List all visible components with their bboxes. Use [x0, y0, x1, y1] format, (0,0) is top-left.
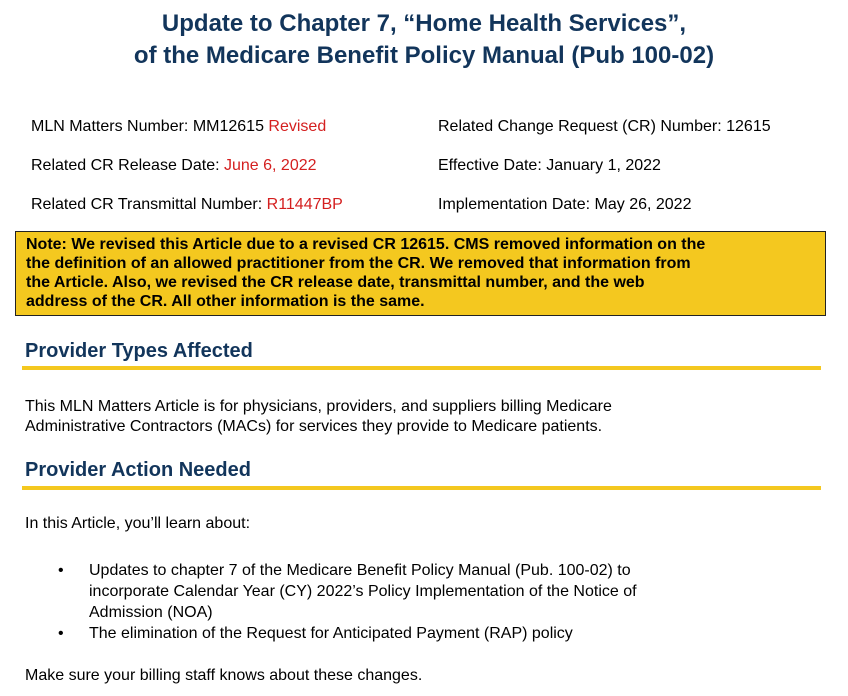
section-divider [22, 366, 821, 370]
section-heading-provider-action: Provider Action Needed [25, 459, 251, 481]
title-line-1: Update to Chapter 7, “Home Health Services”, [161, 10, 687, 37]
section-heading-provider-types: Provider Types Affected [25, 340, 253, 362]
note-line: the definition of an allowed practitioner from the CR. We removed that information from [26, 255, 691, 272]
note-line: the Article. Also, we revised the CR release date, transmittal number, and the web [26, 274, 645, 291]
change-request-number: Related Change Request (CR) Number: 12615 [438, 118, 771, 135]
implementation-date: Implementation Date: May 26, 2022 [438, 196, 692, 213]
learn-about-list [40, 560, 789, 644]
title-line-2: of the Medicare Benefit Policy Manual (Pub 100-02) [133, 42, 715, 69]
note-line: Note: We revised this Article due to a revised CR 12615. CMS removed information on the [26, 236, 706, 253]
closing-statement: Make sure your billing staff knows about these changes. [25, 667, 423, 684]
section-divider [22, 486, 821, 490]
mln-matters-number: MLN Matters Number: MM12615 Revised [31, 118, 327, 135]
document-title [0, 8, 848, 72]
revised-badge: Revised [268, 118, 327, 135]
provider-types-paragraph: This MLN Matters Article is for physicians, providers, and suppliers billing Medicare Administrative Contractors (MACs) for services they provide to Medicare patients. [25, 398, 612, 435]
list-item: • Updates to chapter 7 of the Medicare Benefit Policy Manual (Pub. 100-02) to incorporate Calendar Year (CY) 2022’s Policy Implementation of the Notice of Admission (NOA) [58, 562, 637, 621]
revision-note-box [15, 231, 826, 316]
cr-release-date: Related CR Release Date: June 6, 2022 [31, 157, 317, 174]
action-intro: In this Article, you’ll learn about: [25, 515, 251, 532]
list-item: • The elimination of the Request for Anticipated Payment (RAP) policy [58, 625, 573, 642]
effective-date: Effective Date: January 1, 2022 [438, 157, 661, 174]
note-line: address of the CR. All other information is the same. [26, 293, 425, 310]
bullet-icon: • [58, 625, 64, 642]
bullet-icon: • [58, 562, 64, 579]
cr-transmittal-number: Related CR Transmittal Number: R11447BP [31, 196, 343, 213]
